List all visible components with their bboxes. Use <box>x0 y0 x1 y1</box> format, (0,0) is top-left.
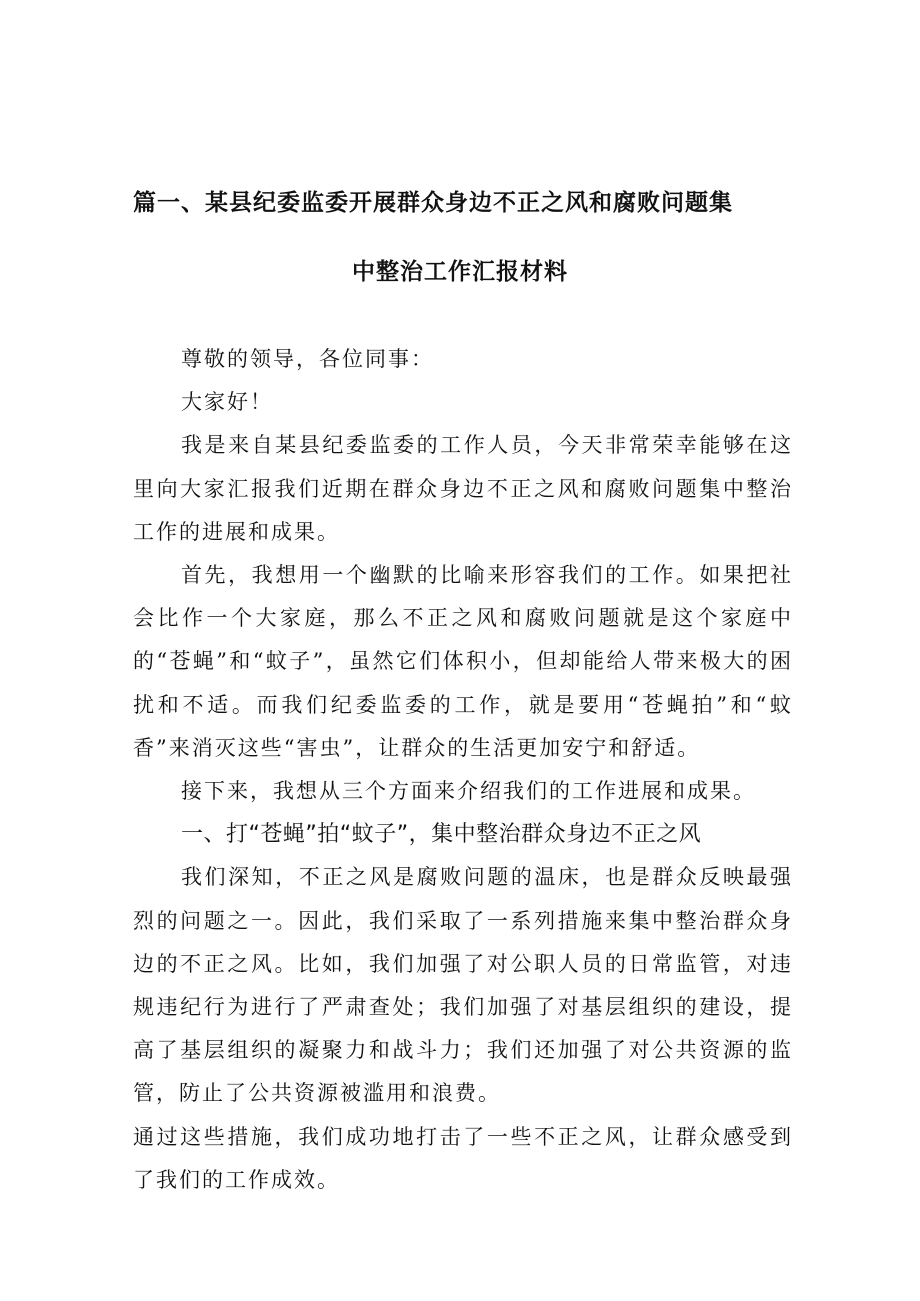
document-body <box>133 338 793 1202</box>
document-title-line-2: 中整治工作汇报材料 <box>352 259 568 285</box>
greeting: 大家好！ <box>181 390 273 415</box>
paragraph-measures: 我们深知，不正之风是腐败问题的温床，也是群众反映最强烈的问题之一。因此，我们采取了一系列措施来集中整治群众身边的不正之风。比如，我们加强了对公职人员的日常监管，对违规违纪行为进行了严肃查处；我们加强了对基层组织的建设，提高了基层组织的凝聚力和战斗力；我们还加强了对公共资源的监管，防止了公共资源被滥用和浪费。 <box>133 865 793 1106</box>
section-heading-1: 一、打“苍蝇”拍“蚊子”，集中整治群众身边不正之风 <box>181 822 702 848</box>
document-title-line-1: 篇一、某县纪委监委开展群众身边不正之风和腐败问题集 <box>133 190 733 216</box>
paragraph-intro: 我是来自某县纪委监委的工作人员，今天非常荣幸能够在这里向大家汇报我们近期在群众身边不正之风和腐败问题集中整治工作的进展和成果。 <box>133 433 793 544</box>
paragraph-results: 通过这些措施，我们成功地打击了一些不正之风，让群众感受到了我们的工作成效。 <box>133 1124 793 1192</box>
paragraph-metaphor: 首先，我想用一个幽默的比喻来形容我们的工作。如果把社会比作一个大家庭，那么不正之风和腐败问题就是这个家庭中的“苍蝇”和“蚊子”，虽然它们体积小，但却能给人带来极大的困扰和不适。而我们纪委监委的工作，就是要用“苍蝇拍”和“蚊香”来消灭这些“害虫”，让群众的生活更加安宁和舒适。 <box>133 563 793 760</box>
paragraph-transition: 接下来，我想从三个方面来介绍我们的工作进展和成果。 <box>181 779 756 804</box>
salutation: 尊敬的领导，各位同事： <box>181 347 434 371</box>
